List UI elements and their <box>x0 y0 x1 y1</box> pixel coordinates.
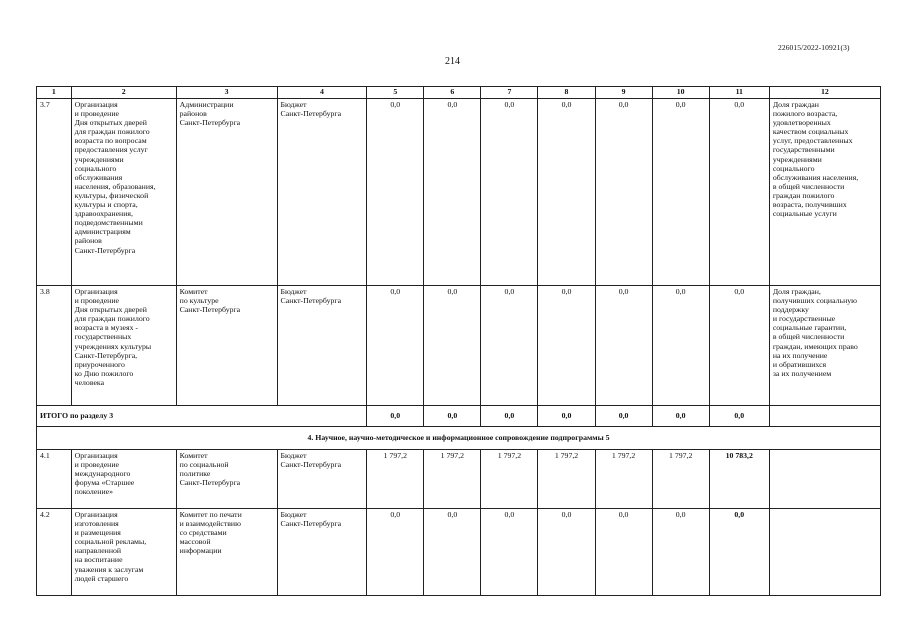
value-cell: 1 797,2 <box>652 450 709 509</box>
total-value: 0,0 <box>595 406 652 427</box>
col-header: 6 <box>424 87 481 99</box>
document-id: 226015/2022-10921(3) <box>778 43 850 52</box>
value-cell: 0,0 <box>652 509 709 596</box>
empty-cell <box>769 406 880 427</box>
table-row <box>37 450 881 509</box>
row-number: 3.8 <box>37 286 72 406</box>
table-row <box>37 286 881 406</box>
col-header: 3 <box>176 87 277 99</box>
executor: Комитет по печати и взаимодействию со средствами массовой информации <box>176 509 277 596</box>
indicator: Доля граждан пожилого возраста, удовлетворенных качеством социальных услуг, предоставленных государственными учреждениями социального обслуживания населения, в общей численности граждан пожилого возраста, получивших социальные услуги <box>769 99 880 286</box>
value-cell: 0,0 <box>367 286 424 406</box>
program-table <box>36 86 881 596</box>
value-cell: 0,0 <box>595 286 652 406</box>
activity-name: Организация и проведение Дня открытых дверей для граждан пожилого возраста в музеях - государственных учреждениях культуры Санкт-Петербурга, приуроченного ко Дню пожилого человека <box>71 286 176 406</box>
total-cell: 0,0 <box>709 509 769 596</box>
col-header: 9 <box>595 87 652 99</box>
executor: Комитет по социальной политике Санкт-Петербурга <box>176 450 277 509</box>
value-cell: 0,0 <box>367 509 424 596</box>
total-value: 0,0 <box>709 406 769 427</box>
funding-source: Бюджет Санкт-Петербурга <box>277 450 367 509</box>
value-cell: 0,0 <box>595 99 652 286</box>
header-row <box>37 87 881 99</box>
funding-source: Бюджет Санкт-Петербурга <box>277 509 367 596</box>
col-header: 12 <box>769 87 880 99</box>
row-number: 4.2 <box>37 509 72 596</box>
total-value: 0,0 <box>652 406 709 427</box>
value-cell: 0,0 <box>538 286 595 406</box>
total-cell: 10 783,2 <box>709 450 769 509</box>
row-number: 4.1 <box>37 450 72 509</box>
executor: Комитет по культуре Санкт-Петербурга <box>176 286 277 406</box>
value-cell: 0,0 <box>424 509 481 596</box>
col-header: 4 <box>277 87 367 99</box>
executor: Администрации районов Санкт-Петербурга <box>176 99 277 286</box>
col-header: 7 <box>481 87 538 99</box>
total-value: 0,0 <box>367 406 424 427</box>
section-header-row <box>37 427 881 450</box>
table-row <box>37 99 881 286</box>
col-header: 2 <box>71 87 176 99</box>
total-value: 0,0 <box>538 406 595 427</box>
indicator <box>769 450 880 509</box>
value-cell: 1 797,2 <box>595 450 652 509</box>
indicator <box>769 509 880 596</box>
total-cell: 0,0 <box>709 99 769 286</box>
col-header: 10 <box>652 87 709 99</box>
activity-name: Организация изготовления и размещения социальной рекламы, направленной на воспитание уважения к заслугам людей старшего <box>71 509 176 596</box>
col-header: 1 <box>37 87 72 99</box>
value-cell: 1 797,2 <box>424 450 481 509</box>
section-title: 4. Научное, научно-методическое и информационное сопровождение подпрограммы 5 <box>37 427 881 450</box>
value-cell: 0,0 <box>652 99 709 286</box>
value-cell: 0,0 <box>481 509 538 596</box>
value-cell: 1 797,2 <box>481 450 538 509</box>
section-total-label: ИТОГО по разделу 3 <box>37 406 367 427</box>
col-header: 5 <box>367 87 424 99</box>
total-value: 0,0 <box>424 406 481 427</box>
activity-name: Организация и проведение международного форума «Старшее поколение» <box>71 450 176 509</box>
value-cell: 1 797,2 <box>538 450 595 509</box>
value-cell: 0,0 <box>424 99 481 286</box>
row-number: 3.7 <box>37 99 72 286</box>
value-cell: 0,0 <box>481 286 538 406</box>
value-cell: 1 797,2 <box>367 450 424 509</box>
value-cell: 0,0 <box>538 99 595 286</box>
value-cell: 0,0 <box>652 286 709 406</box>
section-total-row <box>37 406 881 427</box>
value-cell: 0,0 <box>481 99 538 286</box>
value-cell: 0,0 <box>424 286 481 406</box>
funding-source: Бюджет Санкт-Петербурга <box>277 99 367 286</box>
total-value: 0,0 <box>481 406 538 427</box>
value-cell: 0,0 <box>595 509 652 596</box>
total-cell: 0,0 <box>709 286 769 406</box>
table-row <box>37 509 881 596</box>
col-header: 11 <box>709 87 769 99</box>
indicator: Доля граждан, получивших социальную поддержку и государственные социальные гарантии, в общей численности граждан, имеющих право на их получение и обратившихся за их получением <box>769 286 880 406</box>
activity-name: Организация и проведение Дня открытых дверей для граждан пожилого возраста по вопросам предоставления услуг учреждениями социального обслуживания населения, образования, культуры, физической культуры и спорта, здравоохранения, подведомственными администрациям районов Санкт-Петербурга <box>71 99 176 286</box>
funding-source: Бюджет Санкт-Петербурга <box>277 286 367 406</box>
value-cell: 0,0 <box>538 509 595 596</box>
col-header: 8 <box>538 87 595 99</box>
value-cell: 0,0 <box>367 99 424 286</box>
page-number: 214 <box>445 56 460 67</box>
